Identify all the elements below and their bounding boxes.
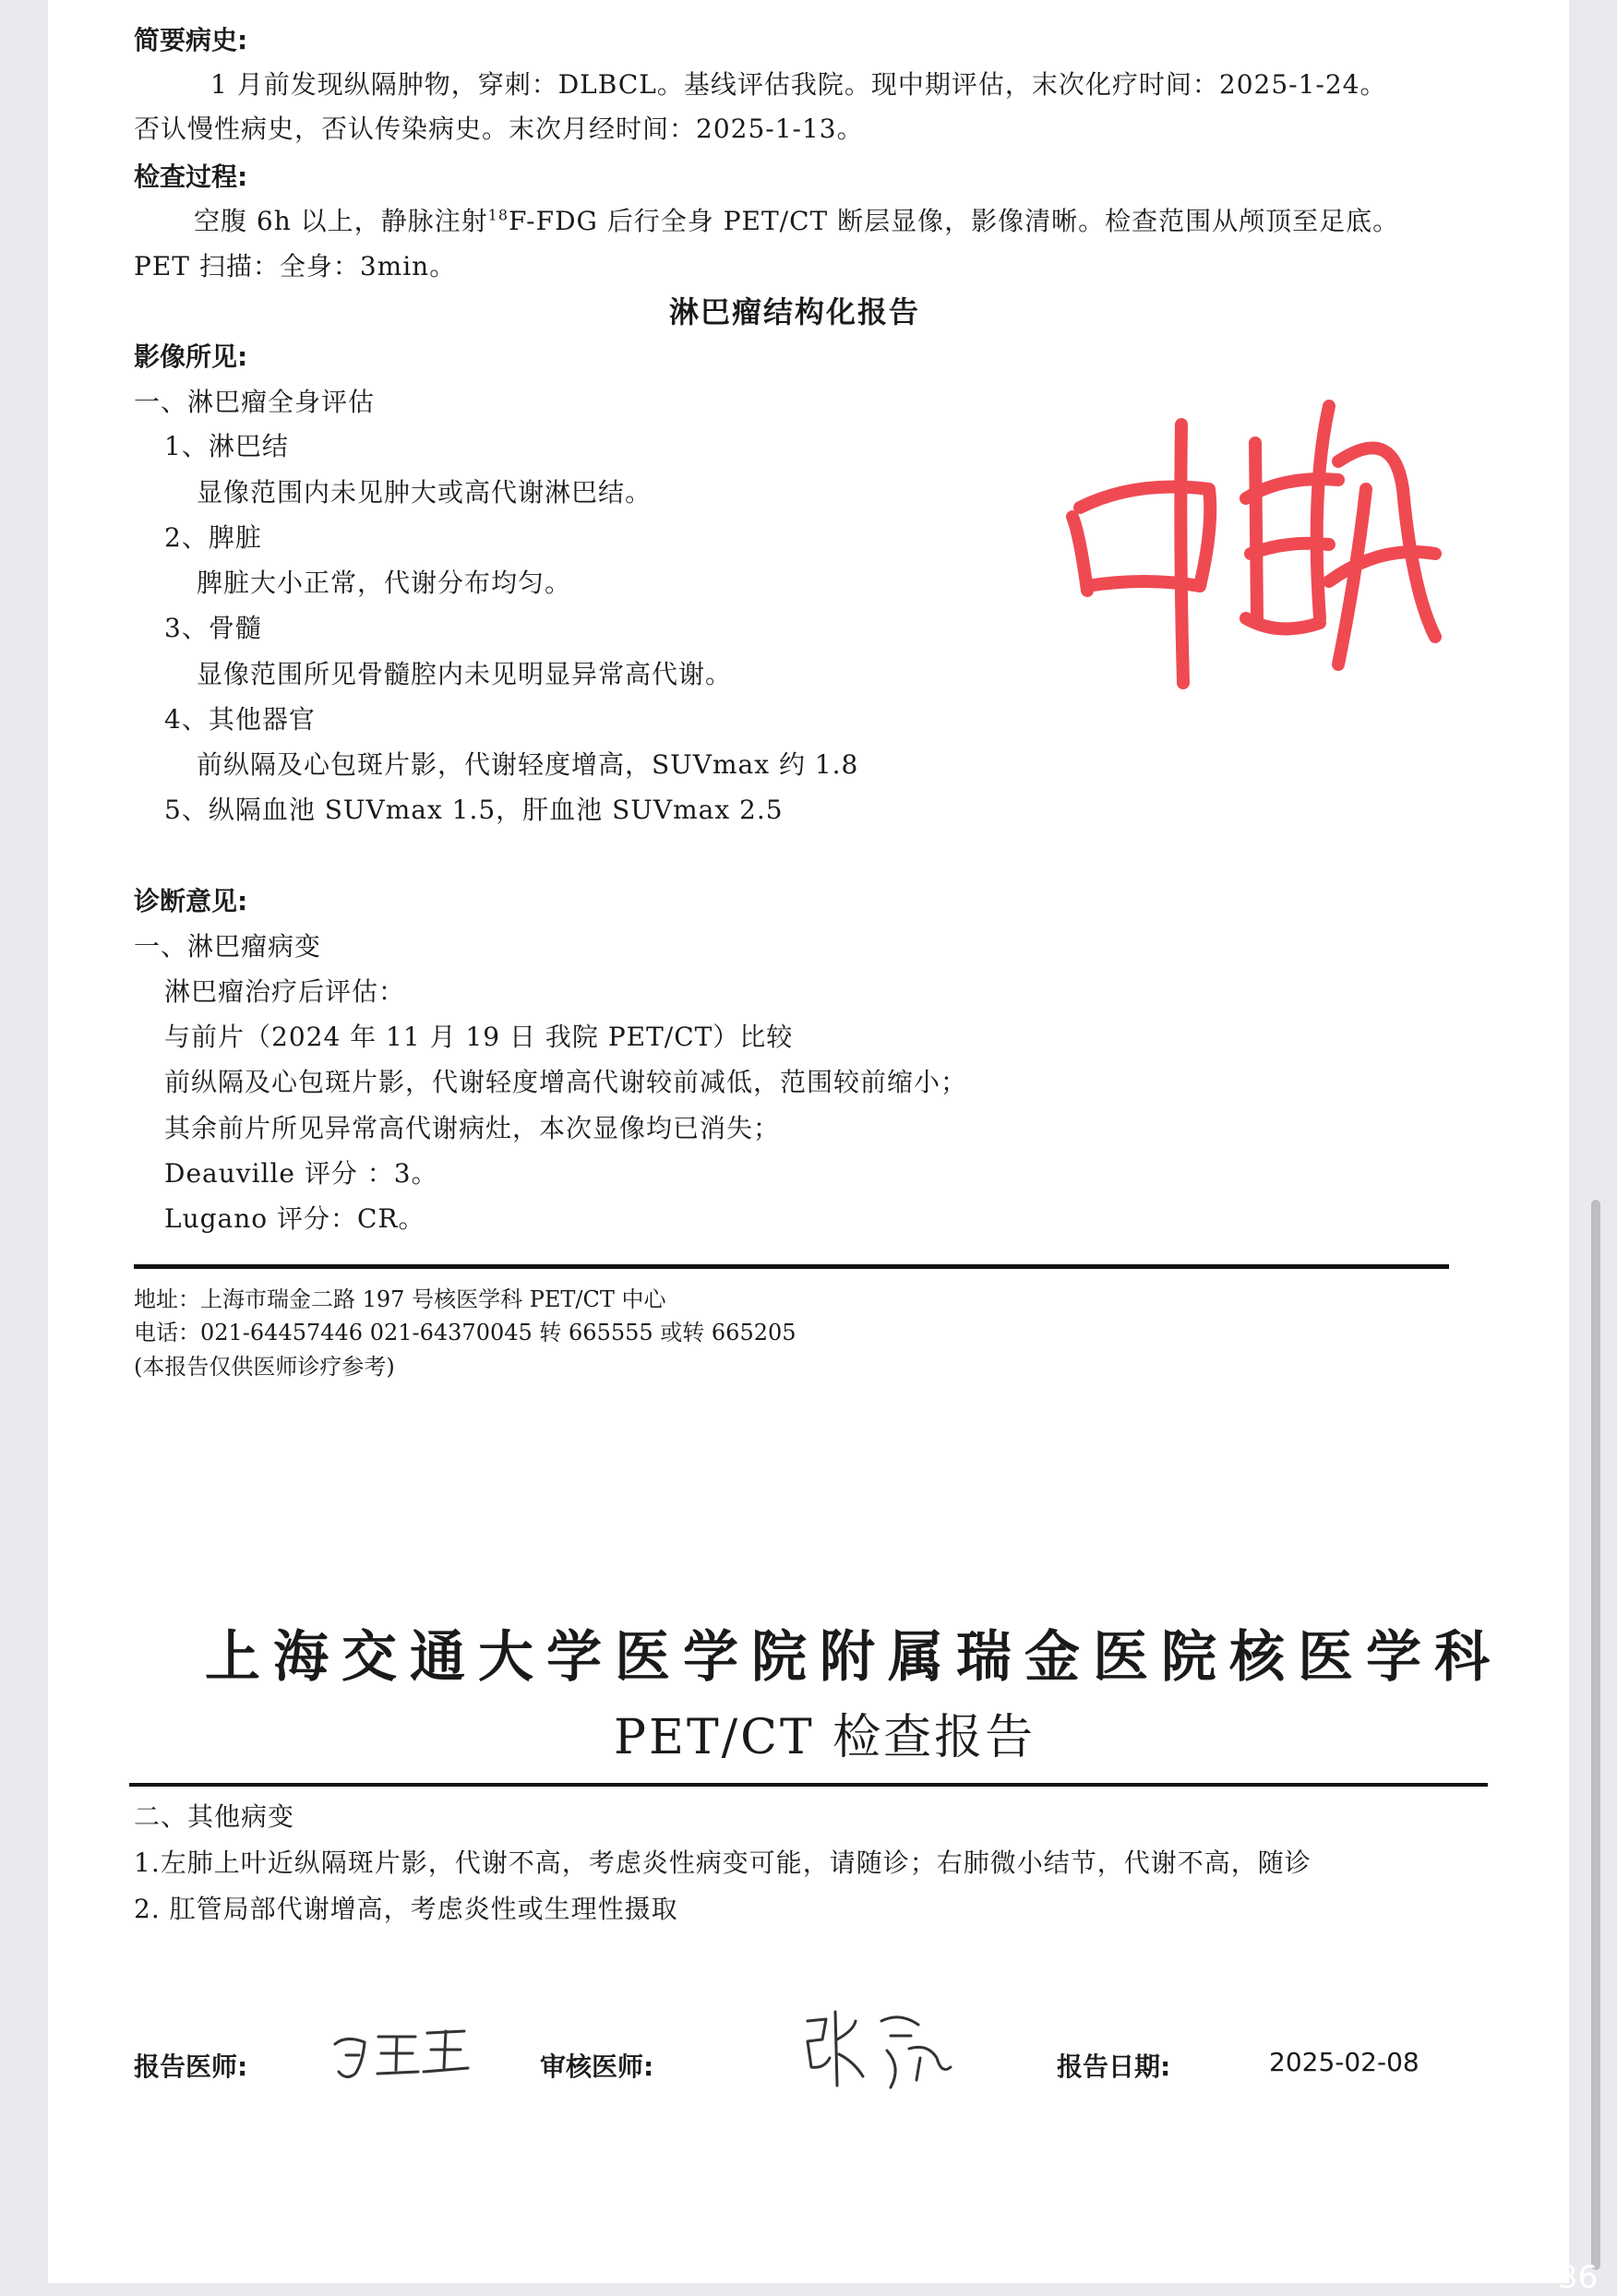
finding-detail: 显像范围所见骨髓腔内未见明显异常高代谢。	[197, 659, 733, 689]
reviewer-label: 审核医师:	[540, 2051, 654, 2082]
finding-detail: 脾脏大小正常，代谢分布均匀。	[197, 568, 572, 598]
scrollbar-thumb[interactable]	[1591, 1200, 1600, 2270]
footer-phone: 电话：021-64457446 021-64370045 转 665555 或转 665205	[134, 1320, 797, 1345]
handwritten-stamp	[1061, 388, 1467, 692]
reporter-signature	[328, 2016, 475, 2090]
diagnosis-line: 前纵隔及心包斑片影，代谢轻度增高代谢较前减低，范围较前缩小；	[164, 1067, 968, 1097]
finding-detail: 前纵隔及心包斑片影，代谢轻度增高，SUVmax 约 1.8	[197, 749, 859, 780]
history-line-1: 1 月前发现纵隔肿物，穿刺：DLBCL。基线评估我院。现中期评估，末次化疗时间：2025-1-24。	[210, 69, 1387, 100]
diagnosis-line: Lugano 评分：CR。	[164, 1203, 425, 1234]
finding-detail: 显像范围内未见肿大或高代谢淋巴结。	[197, 477, 653, 508]
footer-address: 地址：上海市瑞金二路 197 号核医学科 PET/CT 中心	[134, 1286, 666, 1312]
procedure-line-2: PET 扫描：全身：3min。	[134, 251, 457, 281]
finding-heading: 5、纵隔血池 SUVmax 1.5，肝血池 SUVmax 2.5	[164, 795, 784, 825]
diagnosis-label: 诊断意见:	[134, 886, 248, 916]
finding-heading: 1、淋巴结	[164, 431, 289, 461]
procedure-label: 检查过程:	[134, 161, 248, 192]
finding-heading: 4、其他器官	[164, 704, 316, 735]
diagnosis-line: Deauville 评分 ：3。	[164, 1158, 438, 1189]
report-date: 2025-02-08	[1269, 2047, 1419, 2077]
findings-label: 影像所见:	[134, 341, 248, 372]
other-line: 2. 肛管局部代谢增高，考虑炎性或生理性摄取	[134, 1894, 678, 1924]
date-label: 报告日期:	[1057, 2051, 1171, 2082]
other-line: 1.左肺上叶近纵隔斑片影，代谢不高，考虑炎性病变可能，请随诊；右肺微小结节，代谢不高，随诊	[134, 1848, 1312, 1878]
other-section: 二、其他病变	[134, 1801, 295, 1832]
reviewer-signature	[798, 2003, 955, 2095]
finding-heading: 3、骨髓	[164, 613, 262, 643]
report-title: PET/CT 检查报告	[614, 1710, 1036, 1765]
finding-heading: 2、脾脏	[164, 522, 262, 553]
diagnosis-section: 一、淋巴瘤病变	[134, 931, 322, 962]
diagnosis-line: 与前片（2024 年 11 月 19 日 我院 PET/CT）比较	[164, 1022, 794, 1052]
history-label: 简要病史:	[134, 25, 248, 55]
procedure-line-1: 空腹 6h 以上，静脉注射$^{18}$F-FDG 后行全身 PET/CT 断层显像，影像清晰。检查范围从颅顶至足底。	[194, 206, 1400, 236]
footer-note: (本报告仅供医师诊疗参考)	[134, 1354, 395, 1380]
header-rule	[129, 1783, 1488, 1787]
footer-rule	[134, 1264, 1449, 1269]
structured-report-title: 淋巴瘤结构化报告	[669, 294, 921, 329]
page-number: 36	[1558, 2259, 1599, 2296]
diagnosis-line: 淋巴瘤治疗后评估：	[164, 976, 406, 1007]
findings-section: 一、淋巴瘤全身评估	[134, 387, 376, 417]
hospital-name: 上海交通大学医学院附属瑞金医院核医学科	[205, 1625, 1503, 1690]
diagnosis-line: 其余前片所见异常高代谢病灶，本次显像均已消失；	[164, 1113, 781, 1143]
reporter-label: 报告医师:	[134, 2051, 248, 2082]
history-line-2: 否认慢性病史，否认传染病史。末次月经时间：2025-1-13。	[134, 114, 864, 144]
